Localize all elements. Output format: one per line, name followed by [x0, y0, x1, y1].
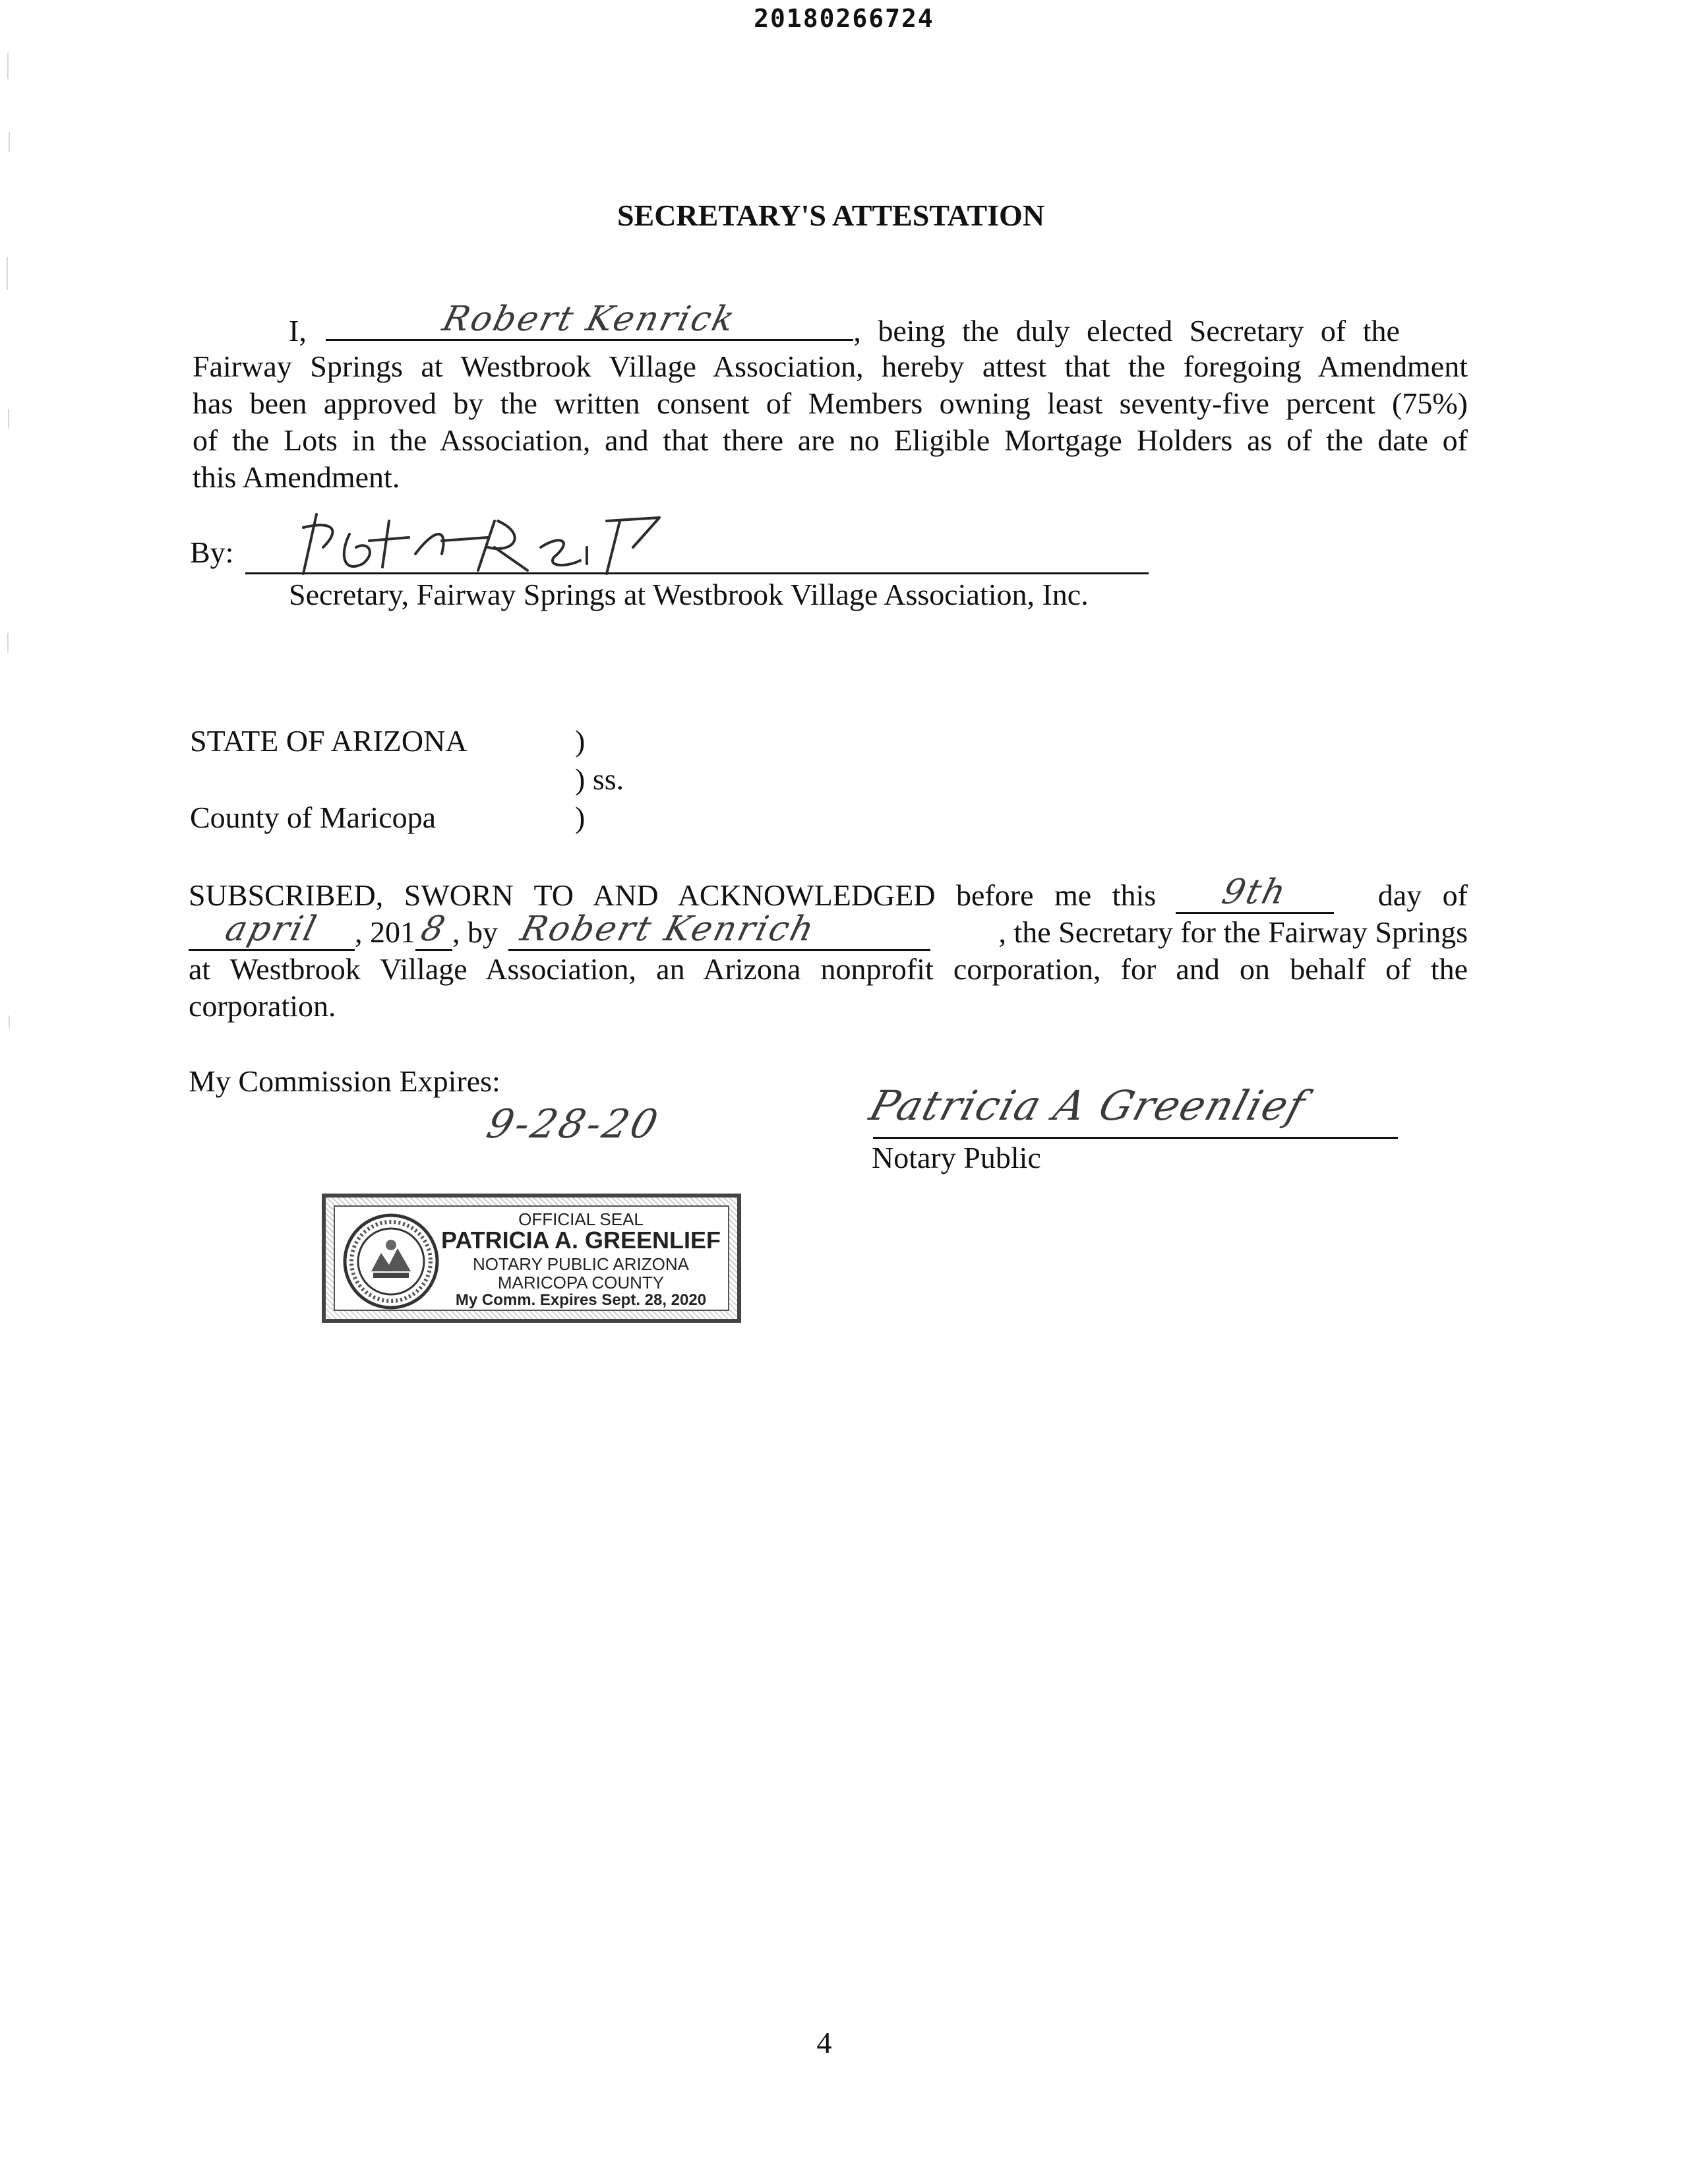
signature-caption: Secretary, Fairway Springs at Westbrook Village Association, Inc.	[289, 578, 1089, 611]
attestation-line-2: Fairway Springs at Westbrook Village Association, hereby attest that the foregoing Amendment	[193, 349, 1468, 383]
ack-year-field: 8	[415, 920, 452, 951]
notary-seal: OFFICIAL SEAL PATRICIA A. GREENLIEF NOTARY PUBLIC ARIZONA MARICOPA COUNTY My Comm. Expires Sept. 28, 2020	[322, 1194, 741, 1323]
document-number: 20180266724	[754, 4, 934, 33]
by-label: By:	[190, 535, 234, 569]
ack-line-3: at Westbrook Village Association, an Arizona nonprofit corporation, for and on behalf of the	[189, 952, 1468, 986]
attestation-line-3: has been approved by the written consent of Members owning least seventy-five percent (75%)	[193, 386, 1468, 420]
state-seal-icon	[342, 1212, 440, 1311]
secretary-signature	[277, 501, 752, 587]
ack-line-2: april , 201 8 , by Robert Kenrich , the Secretary for the Fairway Springs	[189, 914, 1468, 951]
secretary-name-field	[326, 299, 853, 341]
secretary-name-handwritten: Robert Kenrick	[438, 299, 741, 339]
notary-public-label: Notary Public	[872, 1141, 1041, 1174]
venue-ss: ) ss.	[575, 762, 624, 796]
ack-day-field: 9th	[1176, 883, 1334, 914]
page-title: SECRETARY'S ATTESTATION	[617, 198, 1045, 232]
venue-paren-1: )	[575, 724, 586, 758]
notary-signature: Patricia A Greenlief	[864, 1081, 1312, 1130]
ack-signer-field: Robert Kenrich	[508, 920, 930, 951]
venue-paren-3: )	[575, 801, 586, 834]
attestation-line-5: this Amendment.	[193, 460, 400, 494]
ack-line-1: SUBSCRIBED, SWORN TO AND ACKNOWLEDGED before me this 9th day of	[189, 877, 1468, 914]
attestation-line-4: of the Lots in the Association, and that there are no Eligible Mortgage Holders as of the date of	[193, 423, 1468, 457]
commission-date-handwritten: 9-28-20	[482, 1101, 665, 1147]
ack-line-4: corporation.	[189, 989, 336, 1023]
ack-month-field: april	[189, 920, 355, 951]
venue-state: STATE OF ARIZONA	[190, 724, 467, 758]
page-number: 4	[816, 2026, 832, 2059]
attestation-line-1: I, Robert Kenrick , being the duly elected Secretary of the	[289, 299, 1400, 348]
venue-county: County of Maricopa	[190, 801, 437, 834]
notary-signature-line	[873, 1137, 1398, 1139]
commission-label: My Commission Expires:	[189, 1064, 500, 1098]
